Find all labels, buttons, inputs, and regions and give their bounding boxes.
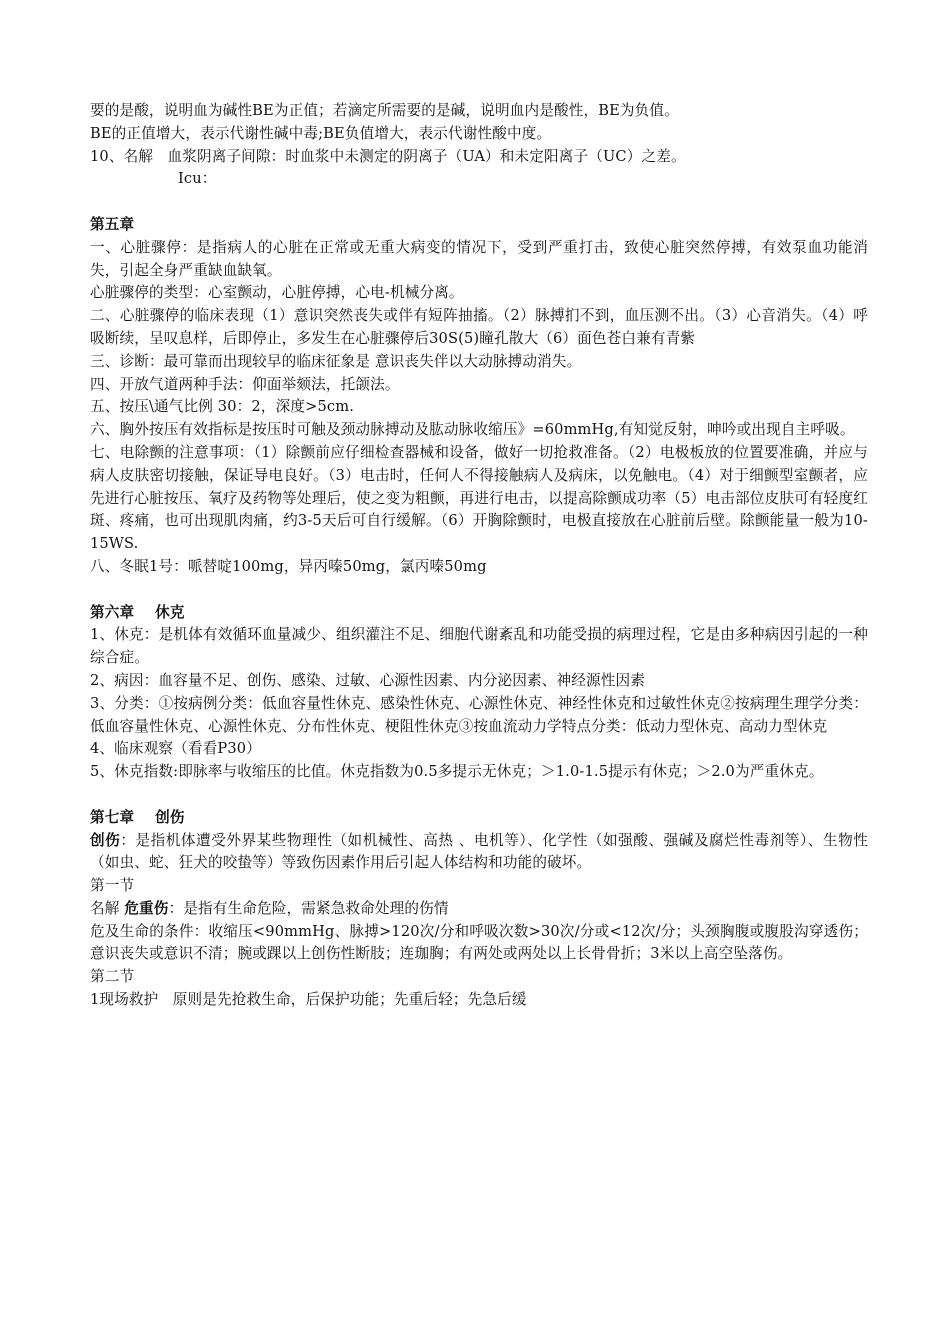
paragraph: 二、心脏骤停的临床表现（1）意识突然丧失或伴有短阵抽搐。（2）脉搏扪不到，血压测不出。（3）心音消失。（4）呼吸断续，呈叹息样，后即停止，多发生在心脏骤停后30S(5)瞳孔散大（6）面色苍白兼有青紫 — [90, 307, 868, 347]
paragraph: 八、冬眠1号：哌替啶100mg，异丙嗪50mg，氯丙嗪50mg — [90, 557, 487, 575]
paragraph: 4、临床观察（看看P30） — [90, 740, 261, 758]
term-bold: 危重伤 — [124, 899, 169, 917]
paragraph: 四、开放气道两种手法：仰面举颏法，托颌法。 — [90, 375, 400, 393]
paragraph: Icu： — [178, 170, 217, 188]
section-label: 第一节 — [90, 877, 135, 895]
section-label: 第二节 — [90, 968, 135, 986]
paragraph-text: ：是指有生命危险，需紧急救命处理的伤情 — [168, 899, 449, 917]
paragraph: BE的正值增大，表示代谢性碱中毒;BE负值增大，表示代谢性酸中度。 — [90, 124, 552, 142]
paragraph: 七、电除颤的注意事项：（1）除颤前应仔细检查器械和设备，做好一切抢救准备。（2）电极板放的位置要准确，并应与病人皮肤密切接触，保证导电良好。（3）电击时，任何人不得接触病人及病床，以免触电。（4）对于细颤型室颤者，应先进行心脏按压、氧疗及药物等处理后，使之变为粗颤，再进行电击，以提高除颤成功率（5）电击部位皮肤可有轻度红斑、疼痛，也可出现肌肉痛，约3-5天后可自行缓解。（6）开胸除颤时，电极直接放在心脏前后壁。除颤能量一般为10-15WS. — [90, 443, 868, 553]
paragraph: 1现场救护 原则是先抢救生命，后保护功能；先重后轻；先急后缓 — [90, 991, 527, 1009]
paragraph: 10、名解 血浆阴离子间隙：时血浆中未测定的阴离子（UA）和未定阳离子（UC）之差。 — [90, 147, 686, 165]
paragraph: 危及生命的条件：收缩压<90mmHg、脉搏>120次/分和呼吸次数>30次/分或<12次/分；头颈胸腹或腹股沟穿透伤；意识丧失或意识不清；腕或踝以上创伤性断肢；连珈胸；有两处或两处以上长骨骨折；3米以上高空坠落伤。 — [90, 922, 868, 963]
paragraph: 1、休克：是机体有效循环血量减少、组织灌注不足、细胞代谢紊乱和功能受损的病理过程，它是由多种病因引起的一种综合症。 — [90, 626, 868, 667]
paragraph: 2、病因：血容量不足、创伤、感染、过敏、心源性因素、内分泌因素、神经源性因素 — [90, 671, 645, 689]
paragraph: 要的是酸，说明血为碱性BE为正值；若滴定所需要的是碱，说明血内是酸性，BE为负值。 — [90, 102, 679, 119]
chapter-heading: 第五章 — [90, 215, 135, 233]
chapter-heading: 第六章 休克 — [90, 603, 185, 621]
paragraph — [90, 830, 868, 876]
paragraph: 三、诊断：最可靠而出现较早的临床征象是 意识丧失伴以大动脉搏动消失。 — [90, 352, 582, 370]
paragraph — [90, 898, 868, 921]
term-bold: 创伤 — [90, 831, 121, 849]
paragraph: 心脏骤停的类型：心室颤动，心脏停搏，心电-机械分离。 — [90, 284, 464, 302]
paragraph: 5、休克指数:即脉率与收缩压的比值。休克指数为0.5多提示无休克；＞1.0-1.5提示有休克；＞2.0为严重休克。 — [90, 763, 824, 781]
paragraph: 3、分类：①按病例分类：低血容量性休克、感染性休克、心源性休克、神经性休克和过敏性休克②按病理生理学分类：低血容量性休克、心源性休克、分布性休克、梗阻性休克③按血流动力学特点分类：低动力型休克、高动力型休克 — [90, 694, 868, 735]
definition-prefix: 名解 — [90, 899, 125, 917]
chapter-heading: 第七章 创伤 — [90, 808, 185, 826]
paragraph: 一、心脏骤停：是指病人的心脏在正常或无重大病变的情况下，受到严重打击，致使心脏突然停搏，有效泵血功能消失，引起全身严重缺血缺氧。 — [90, 238, 868, 279]
paragraph: 五、按压\通气比例 30：2，深度>5cm. — [90, 398, 355, 416]
document-body — [90, 100, 868, 1012]
paragraph-text: ：是指机体遭受外界某些物理性（如机械性、高热 、电机等）、化学性（如强酸、强碱及腐烂性毒剂等）、生物性（如虫、蛇、狂犬的咬蛰等）等致伤因素作用后引起人体结构和功能的破坏。 — [90, 831, 868, 872]
paragraph: 六、胸外按压有效指标是按压时可触及颈动脉搏动及肱动脉收缩压》=60mmHg,有知觉反射，呻吟或出现自主呼吸。 — [90, 421, 855, 439]
